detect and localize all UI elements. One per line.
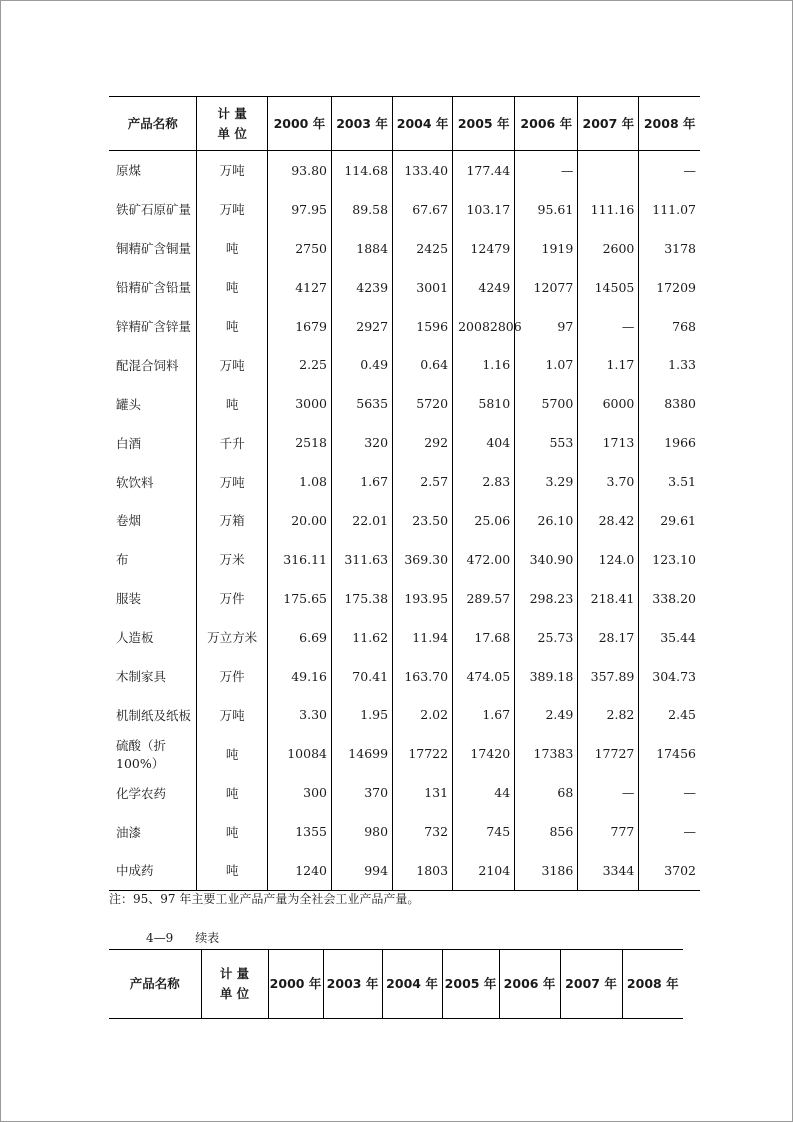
value-cell: — bbox=[578, 307, 639, 346]
value-cell: 1.67 bbox=[332, 462, 393, 501]
value-cell: 22.01 bbox=[332, 501, 393, 540]
unit-cell: 吨 bbox=[197, 734, 267, 773]
value-cell: 123.10 bbox=[639, 540, 700, 579]
value-cell: 17722 bbox=[393, 734, 453, 773]
table-number: 4—9 bbox=[146, 931, 174, 945]
value-cell: 320 bbox=[332, 423, 393, 462]
value-cell: 0.64 bbox=[393, 345, 453, 384]
value-cell: 12077 bbox=[515, 268, 578, 307]
product-name-cell: 卷烟 bbox=[116, 513, 142, 529]
value-cell: 95.61 bbox=[515, 190, 578, 229]
value-cell: 3001 bbox=[393, 268, 453, 307]
value-cell: 6.69 bbox=[267, 618, 331, 657]
table-row bbox=[109, 384, 700, 423]
table-footnote: 注：95、97 年主要工业产品产量为全社会工业产品产量。 bbox=[109, 892, 420, 906]
value-cell: 17.68 bbox=[453, 618, 515, 657]
unit-cell: 吨 bbox=[197, 773, 267, 812]
value-cell: 17420 bbox=[453, 734, 515, 773]
value-cell: 1.07 bbox=[515, 345, 578, 384]
table-row bbox=[109, 618, 700, 657]
value-cell: 1.95 bbox=[332, 695, 393, 734]
product-name-cell: 硫酸（折 100%） bbox=[116, 737, 167, 771]
product-name-cell: 人造板 bbox=[116, 630, 154, 646]
value-cell: 5635 bbox=[332, 384, 393, 423]
value-cell: 2518 bbox=[267, 423, 331, 462]
header-year: 2007 年 bbox=[578, 97, 639, 151]
table-row bbox=[109, 229, 700, 268]
value-cell: 26.10 bbox=[515, 501, 578, 540]
value-cell: 25.73 bbox=[515, 618, 578, 657]
value-cell: 17209 bbox=[639, 268, 700, 307]
value-cell: — bbox=[639, 812, 700, 851]
value-cell: 474.05 bbox=[453, 657, 515, 696]
header-year: 2003 年 bbox=[323, 950, 382, 1019]
header-year: 2005 年 bbox=[453, 97, 515, 151]
value-cell: 3344 bbox=[578, 851, 639, 890]
value-cell: 8380 bbox=[639, 384, 700, 423]
value-cell: 131 bbox=[393, 773, 453, 812]
value-cell: 1884 bbox=[332, 229, 393, 268]
unit-cell: 万吨 bbox=[197, 462, 267, 501]
table-row bbox=[109, 579, 700, 618]
value-cell: 177.44 bbox=[453, 151, 515, 190]
product-name-cell: 化学农药 bbox=[116, 785, 167, 801]
value-cell: 4239 bbox=[332, 268, 393, 307]
value-cell: 17727 bbox=[578, 734, 639, 773]
value-cell: 49.16 bbox=[267, 657, 331, 696]
value-cell: 1803 bbox=[393, 851, 453, 890]
header-unit: 计 量 单 位 bbox=[197, 97, 267, 151]
value-cell: 1.33 bbox=[639, 345, 700, 384]
unit-cell: 万件 bbox=[197, 657, 267, 696]
value-cell: 404 bbox=[453, 423, 515, 462]
header-product-name: 产品名称 bbox=[109, 97, 197, 151]
value-cell: 175.38 bbox=[332, 579, 393, 618]
value-cell: 29.61 bbox=[639, 501, 700, 540]
value-cell: 68 bbox=[515, 773, 578, 812]
value-cell: 6000 bbox=[578, 384, 639, 423]
value-cell: 2.02 bbox=[393, 695, 453, 734]
header-product-name: 产品名称 bbox=[129, 976, 180, 991]
value-cell: 4127 bbox=[267, 268, 331, 307]
value-cell: 2927 bbox=[332, 307, 393, 346]
product-name-cell: 罐头 bbox=[116, 396, 142, 412]
value-cell: 732 bbox=[393, 812, 453, 851]
value-cell: 11.62 bbox=[332, 618, 393, 657]
unit-cell: 万吨 bbox=[197, 345, 267, 384]
product-name-cell: 布 bbox=[116, 552, 129, 568]
value-cell bbox=[578, 151, 639, 190]
table-row bbox=[109, 540, 700, 579]
header-year: 2005 年 bbox=[442, 950, 499, 1019]
value-cell: 111.16 bbox=[578, 190, 639, 229]
value-cell: 1713 bbox=[578, 423, 639, 462]
table-row bbox=[109, 657, 700, 696]
value-cell: 311.63 bbox=[332, 540, 393, 579]
header-year: 2006 年 bbox=[499, 950, 560, 1019]
value-cell: 2600 bbox=[578, 229, 639, 268]
header-year: 2008 年 bbox=[639, 97, 700, 151]
unit-cell: 吨 bbox=[197, 812, 267, 851]
value-cell: 1679 bbox=[267, 307, 331, 346]
value-cell: 1919 bbox=[515, 229, 578, 268]
header-unit: 计 量 单 位 bbox=[201, 950, 268, 1019]
value-cell: 472.00 bbox=[453, 540, 515, 579]
value-cell: 3.70 bbox=[578, 462, 639, 501]
product-name-cell: 机制纸及纸板 bbox=[116, 707, 192, 723]
value-cell: 338.20 bbox=[639, 579, 700, 618]
product-name-cell: 锌精矿含锌量 bbox=[116, 319, 192, 334]
value-cell: 5720 bbox=[393, 384, 453, 423]
value-cell: 20082806 bbox=[453, 307, 515, 346]
table-row bbox=[109, 773, 700, 812]
table-header-row bbox=[109, 950, 683, 1019]
value-cell: 124.0 bbox=[578, 540, 639, 579]
product-name-cell: 铅精矿含铅量 bbox=[116, 280, 192, 296]
value-cell: 2.45 bbox=[639, 695, 700, 734]
header-year: 2007 年 bbox=[560, 950, 622, 1019]
table-row bbox=[109, 851, 700, 890]
value-cell: 3186 bbox=[515, 851, 578, 890]
value-cell: 12479 bbox=[453, 229, 515, 268]
value-cell: 2.49 bbox=[515, 695, 578, 734]
value-cell: 5810 bbox=[453, 384, 515, 423]
value-cell: 3.51 bbox=[639, 462, 700, 501]
value-cell: 28.17 bbox=[578, 618, 639, 657]
product-name-cell: 原煤 bbox=[116, 163, 142, 179]
product-name-cell: 服装 bbox=[116, 591, 142, 607]
value-cell: — bbox=[639, 151, 700, 190]
value-cell: 3.30 bbox=[267, 695, 331, 734]
table-row bbox=[109, 268, 700, 307]
unit-cell: 吨 bbox=[197, 229, 267, 268]
product-name-cell: 白酒 bbox=[116, 435, 142, 451]
value-cell: 70.41 bbox=[332, 657, 393, 696]
product-name-cell: 中成药 bbox=[116, 863, 154, 879]
value-cell: 28.42 bbox=[578, 501, 639, 540]
continuation-label: 续表 bbox=[195, 931, 220, 945]
unit-cell: 吨 bbox=[197, 851, 267, 890]
value-cell: 14699 bbox=[332, 734, 393, 773]
unit-cell: 万米 bbox=[197, 540, 267, 579]
value-cell: 17456 bbox=[639, 734, 700, 773]
table-row bbox=[109, 695, 700, 734]
unit-cell: 吨 bbox=[197, 268, 267, 307]
value-cell: 20.00 bbox=[267, 501, 331, 540]
continuation-table bbox=[109, 949, 683, 1019]
value-cell: 97.95 bbox=[267, 190, 331, 229]
unit-cell: 万件 bbox=[197, 579, 267, 618]
value-cell: 2425 bbox=[393, 229, 453, 268]
value-cell: 175.65 bbox=[267, 579, 331, 618]
value-cell: 340.90 bbox=[515, 540, 578, 579]
unit-cell: 吨 bbox=[197, 307, 267, 346]
header-year: 2003 年 bbox=[332, 97, 393, 151]
table-header-row bbox=[109, 97, 700, 151]
value-cell: 193.95 bbox=[393, 579, 453, 618]
value-cell: 745 bbox=[453, 812, 515, 851]
product-name-cell: 软饮料 bbox=[116, 474, 154, 490]
value-cell: 11.94 bbox=[393, 618, 453, 657]
table-row bbox=[109, 190, 700, 229]
value-cell: 1596 bbox=[393, 307, 453, 346]
value-cell: 2.83 bbox=[453, 462, 515, 501]
unit-cell: 万吨 bbox=[197, 151, 267, 190]
value-cell: 1.08 bbox=[267, 462, 331, 501]
value-cell: 1.67 bbox=[453, 695, 515, 734]
value-cell: 2104 bbox=[453, 851, 515, 890]
continuation-caption bbox=[146, 929, 219, 946]
value-cell: 114.68 bbox=[332, 151, 393, 190]
value-cell: — bbox=[578, 773, 639, 812]
value-cell: 14505 bbox=[578, 268, 639, 307]
value-cell: 218.41 bbox=[578, 579, 639, 618]
unit-cell: 千升 bbox=[197, 423, 267, 462]
value-cell: 4249 bbox=[453, 268, 515, 307]
table-row bbox=[109, 307, 700, 346]
header-year: 2006 年 bbox=[515, 97, 578, 151]
value-cell: 2750 bbox=[267, 229, 331, 268]
table-row bbox=[109, 423, 700, 462]
unit-cell: 吨 bbox=[197, 384, 267, 423]
value-cell: 3000 bbox=[267, 384, 331, 423]
value-cell: 2.57 bbox=[393, 462, 453, 501]
value-cell: 133.40 bbox=[393, 151, 453, 190]
value-cell: 35.44 bbox=[639, 618, 700, 657]
product-name-cell: 木制家具 bbox=[116, 669, 167, 685]
value-cell: 1966 bbox=[639, 423, 700, 462]
value-cell: 768 bbox=[639, 307, 700, 346]
value-cell: 17383 bbox=[515, 734, 578, 773]
value-cell: 67.67 bbox=[393, 190, 453, 229]
value-cell: — bbox=[515, 151, 578, 190]
table-row bbox=[109, 734, 700, 773]
value-cell: 3702 bbox=[639, 851, 700, 890]
value-cell: 89.58 bbox=[332, 190, 393, 229]
value-cell: 994 bbox=[332, 851, 393, 890]
value-cell: 389.18 bbox=[515, 657, 578, 696]
header-year: 2000 年 bbox=[267, 97, 331, 151]
value-cell: 93.80 bbox=[267, 151, 331, 190]
value-cell: 980 bbox=[332, 812, 393, 851]
header-year: 2008 年 bbox=[622, 950, 683, 1019]
value-cell: 1355 bbox=[267, 812, 331, 851]
value-cell: 553 bbox=[515, 423, 578, 462]
value-cell: 298.23 bbox=[515, 579, 578, 618]
value-cell: 370 bbox=[332, 773, 393, 812]
table-row bbox=[109, 812, 700, 851]
value-cell: 856 bbox=[515, 812, 578, 851]
value-cell: 777 bbox=[578, 812, 639, 851]
value-cell: 25.06 bbox=[453, 501, 515, 540]
value-cell: 316.11 bbox=[267, 540, 331, 579]
value-cell: 10084 bbox=[267, 734, 331, 773]
value-cell: 2.82 bbox=[578, 695, 639, 734]
product-name-cell: 油漆 bbox=[116, 824, 142, 840]
unit-cell: 万立方米 bbox=[197, 618, 267, 657]
value-cell: 1.17 bbox=[578, 345, 639, 384]
table-row bbox=[109, 501, 700, 540]
value-cell: 357.89 bbox=[578, 657, 639, 696]
value-cell: 2.25 bbox=[267, 345, 331, 384]
unit-cell: 万吨 bbox=[197, 190, 267, 229]
value-cell: 0.49 bbox=[332, 345, 393, 384]
header-year: 2000 年 bbox=[268, 950, 323, 1019]
unit-cell: 万箱 bbox=[197, 501, 267, 540]
value-cell: 23.50 bbox=[393, 501, 453, 540]
header-year: 2004 年 bbox=[393, 97, 453, 151]
value-cell: 292 bbox=[393, 423, 453, 462]
value-cell: 111.07 bbox=[639, 190, 700, 229]
value-cell: 97 bbox=[515, 307, 578, 346]
value-cell: 3.29 bbox=[515, 462, 578, 501]
table-row bbox=[109, 462, 700, 501]
product-name-cell: 配混合饲料 bbox=[116, 357, 179, 373]
value-cell: 304.73 bbox=[639, 657, 700, 696]
product-name-cell: 铜精矿含铜量 bbox=[116, 241, 192, 257]
value-cell: 3178 bbox=[639, 229, 700, 268]
value-cell: 5700 bbox=[515, 384, 578, 423]
header-year: 2004 年 bbox=[382, 950, 442, 1019]
value-cell: 1.16 bbox=[453, 345, 515, 384]
value-cell: 103.17 bbox=[453, 190, 515, 229]
value-cell: 1240 bbox=[267, 851, 331, 890]
product-name-cell: 铁矿石原矿量 bbox=[116, 202, 192, 218]
value-cell: — bbox=[639, 773, 700, 812]
value-cell: 300 bbox=[267, 773, 331, 812]
value-cell: 369.30 bbox=[393, 540, 453, 579]
table-row bbox=[109, 345, 700, 384]
value-cell: 44 bbox=[453, 773, 515, 812]
table-row bbox=[109, 151, 700, 190]
value-cell: 163.70 bbox=[393, 657, 453, 696]
value-cell: 289.57 bbox=[453, 579, 515, 618]
industrial-output-table bbox=[109, 96, 700, 891]
unit-cell: 万吨 bbox=[197, 695, 267, 734]
